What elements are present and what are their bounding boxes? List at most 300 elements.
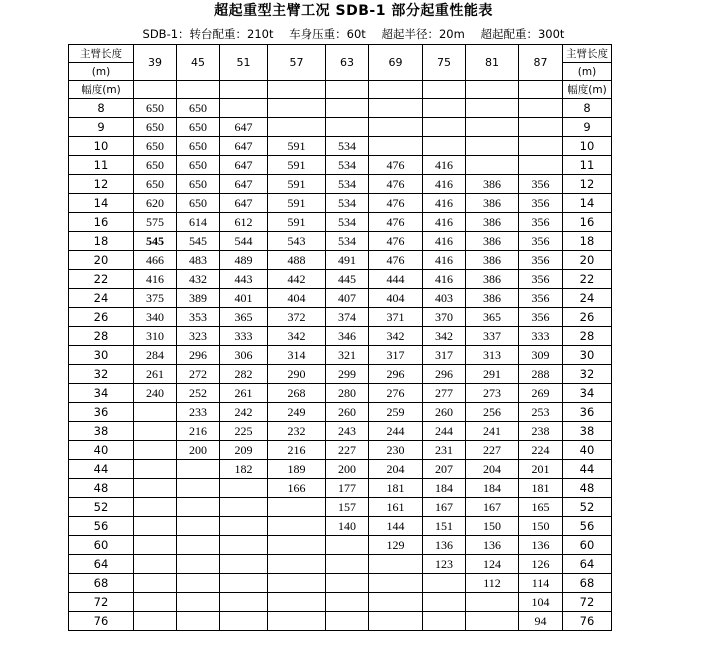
amplitude-cell-right: 18 (563, 232, 612, 251)
amplitude-cell-right: 20 (563, 251, 612, 270)
capacity-cell: 216 (268, 441, 326, 460)
capacity-cell: 386 (466, 289, 519, 308)
capacity-cell: 591 (268, 137, 326, 156)
amplitude-cell-right: 76 (563, 612, 612, 631)
capacity-cell: 534 (326, 175, 369, 194)
capacity-cell: 204 (466, 460, 519, 479)
capacity-cell: 356 (519, 194, 563, 213)
amplitude-cell-right: 60 (563, 536, 612, 555)
table-row (69, 498, 612, 517)
capacity-cell: 356 (519, 232, 563, 251)
capacity-cell: 650 (134, 99, 177, 118)
capacity-cell: 200 (326, 460, 369, 479)
capacity-cell: 476 (369, 232, 423, 251)
capacity-cell: 249 (268, 403, 326, 422)
capacity-cell: 443 (220, 270, 268, 289)
capacity-cell: 416 (423, 156, 466, 175)
capacity-cell: 534 (326, 232, 369, 251)
header-row-amplitude (69, 81, 612, 99)
capacity-cell: 416 (423, 270, 466, 289)
capacity-cell: 313 (466, 346, 519, 365)
capacity-cell: 356 (519, 251, 563, 270)
capacity-cell: 404 (369, 289, 423, 308)
amplitude-cell-right: 16 (563, 213, 612, 232)
capacity-cell: 491 (326, 251, 369, 270)
capacity-cell: 333 (519, 327, 563, 346)
capacity-cell: 389 (177, 289, 220, 308)
capacity-cell: 323 (177, 327, 220, 346)
capacity-cell (423, 99, 466, 118)
amplitude-cell: 18 (69, 232, 134, 251)
capacity-cell: 416 (134, 270, 177, 289)
capacity-cell (369, 118, 423, 137)
capacity-cell: 261 (220, 384, 268, 403)
capacity-cell (134, 536, 177, 555)
capacity-cell: 240 (134, 384, 177, 403)
amplitude-cell: 22 (69, 270, 134, 289)
capacity-cell: 244 (423, 422, 466, 441)
capacity-cell: 534 (326, 137, 369, 156)
capacity-cell: 181 (369, 479, 423, 498)
capacity-cell: 261 (134, 365, 177, 384)
table-row (69, 422, 612, 441)
capacity-cell: 243 (326, 422, 369, 441)
capacity-cell (519, 99, 563, 118)
amplitude-cell-right: 72 (563, 593, 612, 612)
capacity-cell: 126 (519, 555, 563, 574)
capacity-cell: 476 (369, 156, 423, 175)
capacity-cell: 104 (519, 593, 563, 612)
header-amplitude-label: 幅度(m) (69, 81, 134, 99)
capacity-cell (177, 593, 220, 612)
capacity-cell: 166 (268, 479, 326, 498)
capacity-cell: 242 (220, 403, 268, 422)
capacity-cell: 207 (423, 460, 466, 479)
table-row (69, 308, 612, 327)
capacity-cell: 280 (326, 384, 369, 403)
capacity-cell (177, 574, 220, 593)
capacity-cell (423, 612, 466, 631)
capacity-cell: 416 (423, 194, 466, 213)
capacity-cell (326, 118, 369, 137)
capacity-cell: 647 (220, 194, 268, 213)
capacity-cell (268, 498, 326, 517)
header-boom-length: 75 (423, 45, 466, 81)
capacity-cell (220, 574, 268, 593)
capacity-cell: 123 (423, 555, 466, 574)
capacity-cell: 200 (177, 441, 220, 460)
capacity-cell: 476 (369, 251, 423, 270)
capacity-cell: 432 (177, 270, 220, 289)
table-row (69, 517, 612, 536)
capacity-cell: 591 (268, 194, 326, 213)
capacity-cell: 216 (177, 422, 220, 441)
capacity-cell: 296 (177, 346, 220, 365)
amplitude-cell: 48 (69, 479, 134, 498)
capacity-cell (519, 137, 563, 156)
header-boom-length-label-right: 主臂长度 (563, 45, 612, 63)
capacity-cell: 136 (466, 536, 519, 555)
table-row (69, 460, 612, 479)
amplitude-cell: 72 (69, 593, 134, 612)
table-row (69, 536, 612, 555)
capacity-cell (423, 593, 466, 612)
capacity-cell: 647 (220, 156, 268, 175)
capacity-cell (466, 99, 519, 118)
capacity-cell: 112 (466, 574, 519, 593)
amplitude-cell-right: 40 (563, 441, 612, 460)
amplitude-cell-right: 22 (563, 270, 612, 289)
capacity-cell (466, 612, 519, 631)
capacity-cell: 591 (268, 213, 326, 232)
amplitude-cell: 34 (69, 384, 134, 403)
capacity-cell: 224 (519, 441, 563, 460)
capacity-cell (177, 517, 220, 536)
capacity-cell: 346 (326, 327, 369, 346)
capacity-cell (220, 498, 268, 517)
amplitude-cell: 44 (69, 460, 134, 479)
table-row (69, 270, 612, 289)
capacity-cell: 416 (423, 213, 466, 232)
amplitude-cell-right: 36 (563, 403, 612, 422)
amplitude-cell: 64 (69, 555, 134, 574)
amplitude-cell-right: 56 (563, 517, 612, 536)
capacity-cell: 253 (519, 403, 563, 422)
capacity-cell: 238 (519, 422, 563, 441)
capacity-cell: 650 (134, 118, 177, 137)
amplitude-cell: 12 (69, 175, 134, 194)
capacity-cell: 157 (326, 498, 369, 517)
capacity-cell (268, 118, 326, 137)
capacity-cell: 647 (220, 118, 268, 137)
subtitle-counterweight: SDB-1：转台配重：210t (142, 27, 274, 41)
table-row (69, 555, 612, 574)
capacity-cell: 534 (326, 156, 369, 175)
table-row (69, 365, 612, 384)
load-chart-table (68, 44, 612, 631)
empty-cell (466, 81, 519, 99)
capacity-cell: 466 (134, 251, 177, 270)
header-boom-length: 45 (177, 45, 220, 81)
capacity-cell (177, 479, 220, 498)
capacity-cell: 444 (369, 270, 423, 289)
capacity-cell: 534 (326, 213, 369, 232)
capacity-cell: 284 (134, 346, 177, 365)
capacity-cell (134, 479, 177, 498)
capacity-cell: 268 (268, 384, 326, 403)
header-boom-length: 63 (326, 45, 369, 81)
capacity-cell: 144 (369, 517, 423, 536)
capacity-cell (134, 593, 177, 612)
capacity-cell (466, 118, 519, 137)
table-row (69, 346, 612, 365)
capacity-cell (326, 612, 369, 631)
capacity-cell (369, 612, 423, 631)
header-unit-label-right: (m) (563, 63, 612, 81)
capacity-cell: 476 (369, 194, 423, 213)
capacity-cell: 650 (134, 175, 177, 194)
capacity-cell: 650 (134, 156, 177, 175)
capacity-cell: 647 (220, 175, 268, 194)
table-row (69, 289, 612, 308)
capacity-cell: 445 (326, 270, 369, 289)
capacity-cell: 534 (326, 194, 369, 213)
capacity-cell: 136 (519, 536, 563, 555)
capacity-cell (519, 118, 563, 137)
capacity-cell: 370 (423, 308, 466, 327)
capacity-cell: 252 (177, 384, 220, 403)
capacity-cell: 204 (369, 460, 423, 479)
capacity-cell (220, 479, 268, 498)
amplitude-cell: 52 (69, 498, 134, 517)
capacity-cell: 167 (466, 498, 519, 517)
capacity-cell (466, 593, 519, 612)
amplitude-cell: 40 (69, 441, 134, 460)
capacity-cell (177, 536, 220, 555)
amplitude-cell: 28 (69, 327, 134, 346)
capacity-cell: 299 (326, 365, 369, 384)
amplitude-cell: 8 (69, 99, 134, 118)
capacity-cell (369, 99, 423, 118)
capacity-cell: 356 (519, 175, 563, 194)
amplitude-cell: 16 (69, 213, 134, 232)
capacity-cell: 182 (220, 460, 268, 479)
capacity-cell: 442 (268, 270, 326, 289)
amplitude-cell: 30 (69, 346, 134, 365)
subtitle (0, 25, 707, 43)
amplitude-cell-right: 8 (563, 99, 612, 118)
capacity-cell: 296 (369, 365, 423, 384)
capacity-cell (268, 612, 326, 631)
capacity-cell: 650 (177, 175, 220, 194)
amplitude-cell: 9 (69, 118, 134, 137)
capacity-cell (423, 574, 466, 593)
capacity-cell (134, 498, 177, 517)
capacity-cell: 403 (423, 289, 466, 308)
capacity-cell: 372 (268, 308, 326, 327)
capacity-cell: 201 (519, 460, 563, 479)
empty-cell (177, 81, 220, 99)
capacity-cell: 150 (466, 517, 519, 536)
capacity-cell (220, 593, 268, 612)
amplitude-cell: 68 (69, 574, 134, 593)
empty-cell (134, 81, 177, 99)
capacity-cell: 230 (369, 441, 423, 460)
capacity-cell: 260 (326, 403, 369, 422)
subtitle-ballast: 车身压重：60t (289, 27, 366, 41)
capacity-cell (519, 156, 563, 175)
capacity-cell: 272 (177, 365, 220, 384)
capacity-cell: 136 (423, 536, 466, 555)
table-row (69, 118, 612, 137)
capacity-cell: 227 (326, 441, 369, 460)
amplitude-cell-right: 64 (563, 555, 612, 574)
capacity-cell: 296 (423, 365, 466, 384)
capacity-cell: 225 (220, 422, 268, 441)
empty-cell (369, 81, 423, 99)
capacity-cell: 260 (423, 403, 466, 422)
header-unit-label: (m) (69, 63, 134, 81)
capacity-cell: 184 (423, 479, 466, 498)
empty-cell (519, 81, 563, 99)
capacity-cell: 591 (268, 175, 326, 194)
amplitude-cell-right: 28 (563, 327, 612, 346)
capacity-cell: 241 (466, 422, 519, 441)
capacity-cell: 317 (369, 346, 423, 365)
capacity-cell: 340 (134, 308, 177, 327)
capacity-cell (326, 593, 369, 612)
capacity-cell: 365 (466, 308, 519, 327)
capacity-cell (466, 137, 519, 156)
capacity-cell: 227 (466, 441, 519, 460)
capacity-cell: 321 (326, 346, 369, 365)
amplitude-cell: 76 (69, 612, 134, 631)
capacity-cell (134, 555, 177, 574)
header-boom-length: 87 (519, 45, 563, 81)
header-boom-length: 69 (369, 45, 423, 81)
capacity-cell: 365 (220, 308, 268, 327)
subtitle-superlift-counterweight: 超起配重：300t (480, 27, 565, 41)
header-boom-length-label: 主臂长度 (69, 45, 134, 63)
capacity-cell: 386 (466, 232, 519, 251)
capacity-cell: 545 (134, 232, 177, 251)
capacity-cell: 309 (519, 346, 563, 365)
amplitude-cell-right: 24 (563, 289, 612, 308)
capacity-cell: 386 (466, 251, 519, 270)
amplitude-cell-right: 30 (563, 346, 612, 365)
capacity-cell: 356 (519, 213, 563, 232)
table-row (69, 403, 612, 422)
capacity-cell: 282 (220, 365, 268, 384)
capacity-cell: 386 (466, 270, 519, 289)
amplitude-cell: 36 (69, 403, 134, 422)
amplitude-cell-right: 26 (563, 308, 612, 327)
table-row (69, 137, 612, 156)
capacity-cell: 375 (134, 289, 177, 308)
capacity-cell (268, 99, 326, 118)
capacity-cell (134, 460, 177, 479)
capacity-cell: 277 (423, 384, 466, 403)
capacity-cell (134, 422, 177, 441)
capacity-cell: 575 (134, 213, 177, 232)
capacity-cell: 291 (466, 365, 519, 384)
capacity-cell: 276 (369, 384, 423, 403)
table-row (69, 593, 612, 612)
amplitude-cell: 24 (69, 289, 134, 308)
capacity-cell: 386 (466, 175, 519, 194)
amplitude-cell-right: 68 (563, 574, 612, 593)
capacity-cell: 401 (220, 289, 268, 308)
capacity-cell: 259 (369, 403, 423, 422)
capacity-cell (369, 574, 423, 593)
amplitude-cell: 32 (69, 365, 134, 384)
amplitude-cell-right: 11 (563, 156, 612, 175)
capacity-cell: 404 (268, 289, 326, 308)
capacity-cell (220, 517, 268, 536)
capacity-cell: 209 (220, 441, 268, 460)
table-row (69, 251, 612, 270)
page-title: 超起重型主臂工况 SDB-1 部分起重性能表 (214, 3, 493, 19)
capacity-cell: 269 (519, 384, 563, 403)
capacity-cell: 317 (423, 346, 466, 365)
capacity-cell: 290 (268, 365, 326, 384)
capacity-cell: 612 (220, 213, 268, 232)
capacity-cell: 374 (326, 308, 369, 327)
table-row (69, 213, 612, 232)
header-boom-length: 39 (134, 45, 177, 81)
capacity-cell: 288 (519, 365, 563, 384)
capacity-cell (369, 593, 423, 612)
amplitude-cell-right: 9 (563, 118, 612, 137)
header-row-label (69, 45, 612, 63)
capacity-cell (423, 137, 466, 156)
capacity-cell (369, 137, 423, 156)
capacity-cell: 310 (134, 327, 177, 346)
capacity-cell: 167 (423, 498, 466, 517)
capacity-cell: 342 (268, 327, 326, 346)
capacity-cell: 488 (268, 251, 326, 270)
capacity-cell: 244 (369, 422, 423, 441)
capacity-cell: 386 (466, 194, 519, 213)
capacity-cell: 371 (369, 308, 423, 327)
capacity-cell: 620 (134, 194, 177, 213)
capacity-cell: 650 (177, 118, 220, 137)
table-row (69, 232, 612, 251)
table-row (69, 574, 612, 593)
capacity-cell: 416 (423, 232, 466, 251)
capacity-cell: 342 (423, 327, 466, 346)
capacity-cell (177, 460, 220, 479)
amplitude-cell-right: 10 (563, 137, 612, 156)
capacity-cell (326, 555, 369, 574)
empty-cell (326, 81, 369, 99)
capacity-cell: 545 (177, 232, 220, 251)
capacity-cell: 650 (177, 99, 220, 118)
amplitude-cell-right: 14 (563, 194, 612, 213)
capacity-cell (134, 612, 177, 631)
amplitude-cell: 20 (69, 251, 134, 270)
capacity-cell: 476 (369, 175, 423, 194)
amplitude-cell: 11 (69, 156, 134, 175)
capacity-cell: 650 (177, 156, 220, 175)
subtitle-superlift-radius: 超起半径：20m (381, 27, 465, 41)
capacity-cell: 151 (423, 517, 466, 536)
amplitude-cell: 38 (69, 422, 134, 441)
capacity-cell: 386 (466, 213, 519, 232)
capacity-cell: 256 (466, 403, 519, 422)
amplitude-cell: 26 (69, 308, 134, 327)
capacity-cell: 543 (268, 232, 326, 251)
table-row (69, 156, 612, 175)
capacity-cell (326, 536, 369, 555)
capacity-cell: 647 (220, 137, 268, 156)
capacity-cell: 129 (369, 536, 423, 555)
capacity-cell: 476 (369, 213, 423, 232)
amplitude-cell-right: 52 (563, 498, 612, 517)
capacity-cell: 337 (466, 327, 519, 346)
capacity-cell (423, 118, 466, 137)
capacity-cell: 306 (220, 346, 268, 365)
table-row (69, 327, 612, 346)
capacity-cell: 150 (519, 517, 563, 536)
capacity-cell: 407 (326, 289, 369, 308)
capacity-cell: 416 (423, 175, 466, 194)
header-boom-length: 81 (466, 45, 519, 81)
capacity-cell: 614 (177, 213, 220, 232)
capacity-cell (268, 536, 326, 555)
table-row (69, 612, 612, 631)
capacity-cell: 161 (369, 498, 423, 517)
